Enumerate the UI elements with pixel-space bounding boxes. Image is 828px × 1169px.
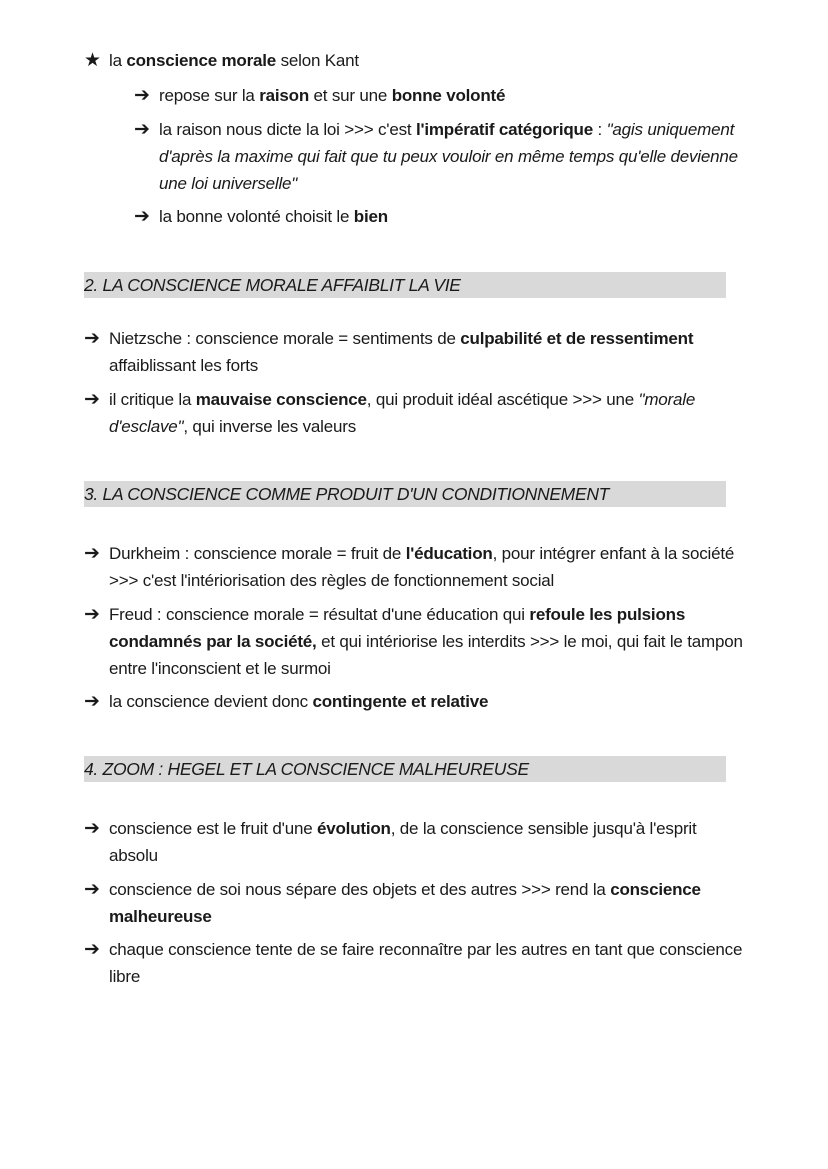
arrow-bullet-icon: ➔ <box>134 206 150 227</box>
nietzsche-item: Nietzsche : conscience morale = sentiments de culpabilité et de ressentiment <box>109 329 694 348</box>
arrow-bullet-icon: ➔ <box>84 328 100 349</box>
reconnaissance-item-line-2: libre <box>109 967 141 986</box>
durkheim-item: Durkheim : conscience morale = fruit de l'éducation, pour intégrer enfant à la société <box>109 544 735 563</box>
mauvaise-conscience-line-2: d'esclave", qui inverse les valeurs <box>109 417 357 436</box>
malheureuse-item-line-2: malheureuse <box>109 907 212 926</box>
freud-item-line-3: entre l'inconscient et le surmoi <box>109 659 331 678</box>
reconnaissance-item: chaque conscience tente de se faire reconnaître par les autres en tant que conscience <box>109 940 743 959</box>
contingente-item: la conscience devient donc contingente et relative <box>109 692 489 711</box>
evolution-item: conscience est le fruit d'une évolution, de la conscience sensible jusqu'à l'esprit <box>109 819 697 838</box>
section-2-heading: 2. LA CONSCIENCE MORALE AFFAIBLIT LA VIE <box>84 275 461 295</box>
arrow-bullet-icon: ➔ <box>84 604 100 625</box>
kant-quote-line-2: d'après la maxime qui fait que tu peux vouloir en même temps qu'elle devienne <box>159 147 738 166</box>
arrow-bullet-icon: ➔ <box>84 691 100 712</box>
kant-item-bien: la bonne volonté choisit le bien <box>159 207 388 226</box>
kant-quote-line-3: une loi universelle" <box>159 174 298 193</box>
kant-item-raison: repose sur la raison et sur une bonne volonté <box>159 86 506 105</box>
arrow-bullet-icon: ➔ <box>84 543 100 564</box>
star-bullet-icon: ★ <box>84 50 102 71</box>
arrow-bullet-icon: ➔ <box>134 119 150 140</box>
kant-intro: la conscience morale selon Kant <box>109 51 359 70</box>
arrow-bullet-icon: ➔ <box>84 939 100 960</box>
kant-item-imperatif: la raison nous dicte la loi >>> c'est l'impératif catégorique : "agis uniquement <box>159 120 735 139</box>
mauvaise-conscience-item: il critique la mauvaise conscience, qui produit idéal ascétique >>> une "morale <box>109 390 696 409</box>
durkheim-item-line-2: >>> c'est l'intériorisation des règles de fonctionnement social <box>109 571 555 590</box>
nietzsche-item-line-2: affaiblissant les forts <box>109 356 259 375</box>
arrow-bullet-icon: ➔ <box>84 389 100 410</box>
freud-item: Freud : conscience morale = résultat d'une éducation qui refoule les pulsions <box>109 605 686 624</box>
evolution-item-line-2: absolu <box>109 846 158 865</box>
section-3-heading: 3. LA CONSCIENCE COMME PRODUIT D'UN CONDITIONNEMENT <box>84 484 610 504</box>
freud-item-line-2: condamnés par la société, et qui intériorise les interdits >>> le moi, qui fait le tampon <box>109 632 743 651</box>
section-4-heading: 4. ZOOM : HEGEL ET LA CONSCIENCE MALHEUREUSE <box>84 759 529 779</box>
arrow-bullet-icon: ➔ <box>134 85 150 106</box>
malheureuse-item: conscience de soi nous sépare des objets et des autres >>> rend la conscience <box>109 880 701 899</box>
arrow-bullet-icon: ➔ <box>84 879 100 900</box>
arrow-bullet-icon: ➔ <box>84 818 100 839</box>
